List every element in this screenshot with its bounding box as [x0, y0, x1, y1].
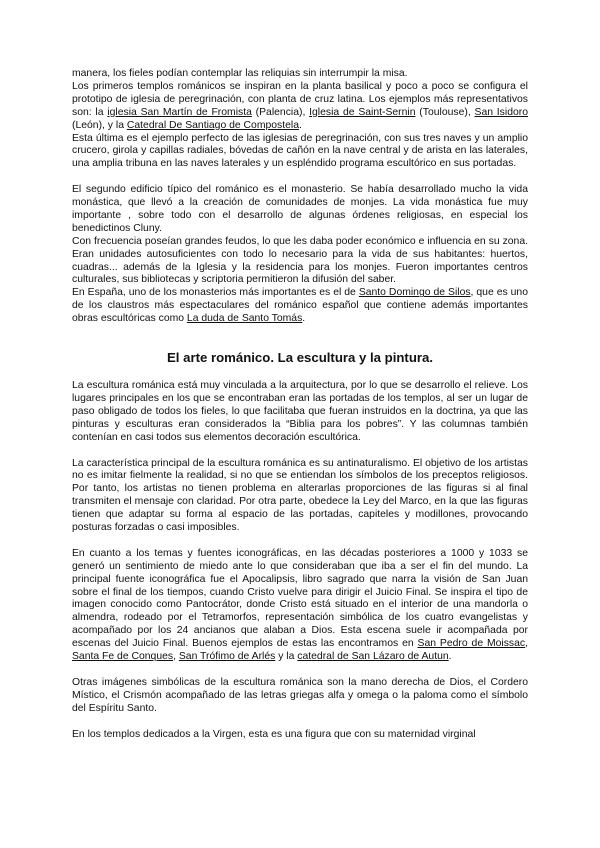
paragraph-spain-monasteries: [72, 287, 528, 326]
text-run: ,: [173, 651, 179, 663]
paragraph-gap: [72, 535, 528, 548]
section-heading: El arte románico. La escultura y la pintura.: [166, 350, 434, 366]
link-santa-fe-conques[interactable]: Santa Fe de Conques: [72, 651, 174, 663]
text-run: (Toulouse),: [415, 106, 475, 118]
link-saint-sernin[interactable]: Iglesia de Saint-Sernin: [309, 106, 416, 118]
paragraph-gap: [72, 445, 528, 458]
text-run: En cuanto a los temas y fuentes iconográficas, en las décadas posteriores a 1000 y 1033 se generó un sentimiento de miedo ante lo que consideraban que iba a ser el fin del mundo. La principal fuente iconográfica fue el Apocalipsis, libro sagrado que narra la visión de San Juan sobre el final de los tiempos, cuando Cristo vuelve para dirigir el Juicio Final. Se inspira el tipo de imagen conocido como Pantocrátor, donde Cristo está situado en el interior de una mandorla o almendra, rodeado por el Tetramorfos, representación simbólica de los cuatro evangelistas y acompañado por los 24 ancianos que alaban a Dios. Esta escena suele ir acompañada por escenas del Juicio Final. Buenos ejemplos de estas las encontramos en: [72, 547, 528, 650]
link-santo-domingo-silos[interactable]: Santo Domingo de Silos: [358, 287, 471, 299]
paragraph-monastery: El segundo edificio típico del románico es el monasterio. Se había desarrollado mucho la vida monástica, que llevó a la creación de comunidades de monjes. La vida monástica fue muy importante , sobre todo con el desarrollo de algunas órdenes religiosas, en especial los benedictinos Cluny.: [72, 184, 528, 234]
text-run: .: [448, 651, 452, 663]
paragraph-santiago-description: Esta última es el ejemplo perfecto de las iglesias de peregrinación, con sus tres naves y un amplio crucero, girola y capillas radiales, bóvedas de cañón en la nave central y de arista en las laterales, una amplia tribuna en las naves laterales y un espléndido programa escultórico en sus portadas.: [72, 132, 528, 170]
link-catedral-autun[interactable]: catedral de San Lázaro de Autun: [297, 651, 449, 663]
paragraph-gap: [72, 716, 528, 729]
text-run: .: [302, 313, 306, 325]
text-run: (León), y la: [72, 119, 127, 131]
text-run: Los primeros templos románicos se inspiran en la planta basilical y poco a poco se configura el prototipo de iglesia de peregrinación, con planta de cruz latina. Los ejemplos más representativos son: la: [72, 80, 528, 118]
paragraph-pilgrimage-churches: [72, 81, 528, 133]
link-san-martin-fromista[interactable]: iglesia San Martín de Fromista: [107, 106, 252, 118]
text-run: (Palencia),: [251, 106, 310, 118]
paragraph-virgin-temples: En los templos dedicados a la Virgen, esta es una figura que con su maternidad virginal: [72, 728, 476, 740]
paragraph-antinaturalism: La característica principal de la escultura románica es su antinaturalismo. El objetivo de los artistas no es imitar fielmente la realidad, si no que se entiendan los símbolos de los preceptos religiosos. Por tanto, los artistas no tienen problema en alterarlas proporciones de las figuras si al final transmiten el mensaje con claridad. Por otra parte, obedece la Ley del Marco, en la que las figuras tienen que adaptar su forma al espacio de las portadas, capiteles y modillones, provocando posturas forzadas o casi imposibles.: [72, 457, 528, 534]
link-duda-santo-tomas[interactable]: La duda de Santo Tomás: [186, 313, 303, 325]
link-catedral-santiago[interactable]: Catedral De Santiago de Compostela: [126, 119, 300, 131]
paragraph-gap: [72, 171, 528, 184]
link-san-isidoro[interactable]: San Isidoro: [474, 106, 528, 118]
text-run: y la: [275, 651, 298, 663]
document-page: [72, 68, 528, 741]
text-run: ,: [525, 638, 528, 650]
text-run: , que es uno de los claustros más espectaculares del románico español que contiene además importantes obras escultóricas como: [72, 287, 528, 325]
link-san-pedro-moissac[interactable]: San Pedro de Moissac: [417, 638, 526, 650]
link-san-trofimo-arles[interactable]: San Trófimo de Arlés: [178, 651, 276, 663]
paragraph-sculpture-architecture: La escultura románica está muy vinculada a la arquitectura, por lo que se desarrollo el relieve. Los lugares principales en los que se encontraban eran las portadas de los templos, al ser un lugar de paso obligado de todos los fieles, lo que facilitaba que fueran instruidos en la doctrina, ya que las pinturas y esculturas eran considerados la “Biblia para los pobres”. Y las columnas también contenían en casi todos sus elementos decoración escultórica.: [72, 380, 528, 443]
paragraph-iconography: [72, 548, 528, 664]
text-run: En España, uno de los monasterios más importantes es el de: [72, 287, 359, 299]
paragraph-intro-1: manera, los fieles podían contemplar las reliquias sin interrumpir la misa.: [72, 68, 408, 79]
paragraph-symbolic-images: Otras imágenes simbólicas de la escultura románica son la mano derecha de Dios, el Cordero Místico, el Crismón acompañado de las letras griegas alfa y omega o la paloma como el símbolo del Espíritu Santo.: [72, 676, 528, 714]
text-run: .: [299, 119, 302, 131]
paragraph-gap: [72, 664, 528, 677]
paragraph-feudos: Con frecuencia poseían grandes feudos, lo que les daba poder económico e influencia en su zona. Eran unidades autosuficientes con todo lo necesario para la vida de sus habitantes: huertos, cuadras... además de la Iglesia y la residencia para los monjes. Fueron importantes centros culturales, sus bibliotecas y scriptoria permitieron la difusión del saber.: [72, 235, 528, 286]
